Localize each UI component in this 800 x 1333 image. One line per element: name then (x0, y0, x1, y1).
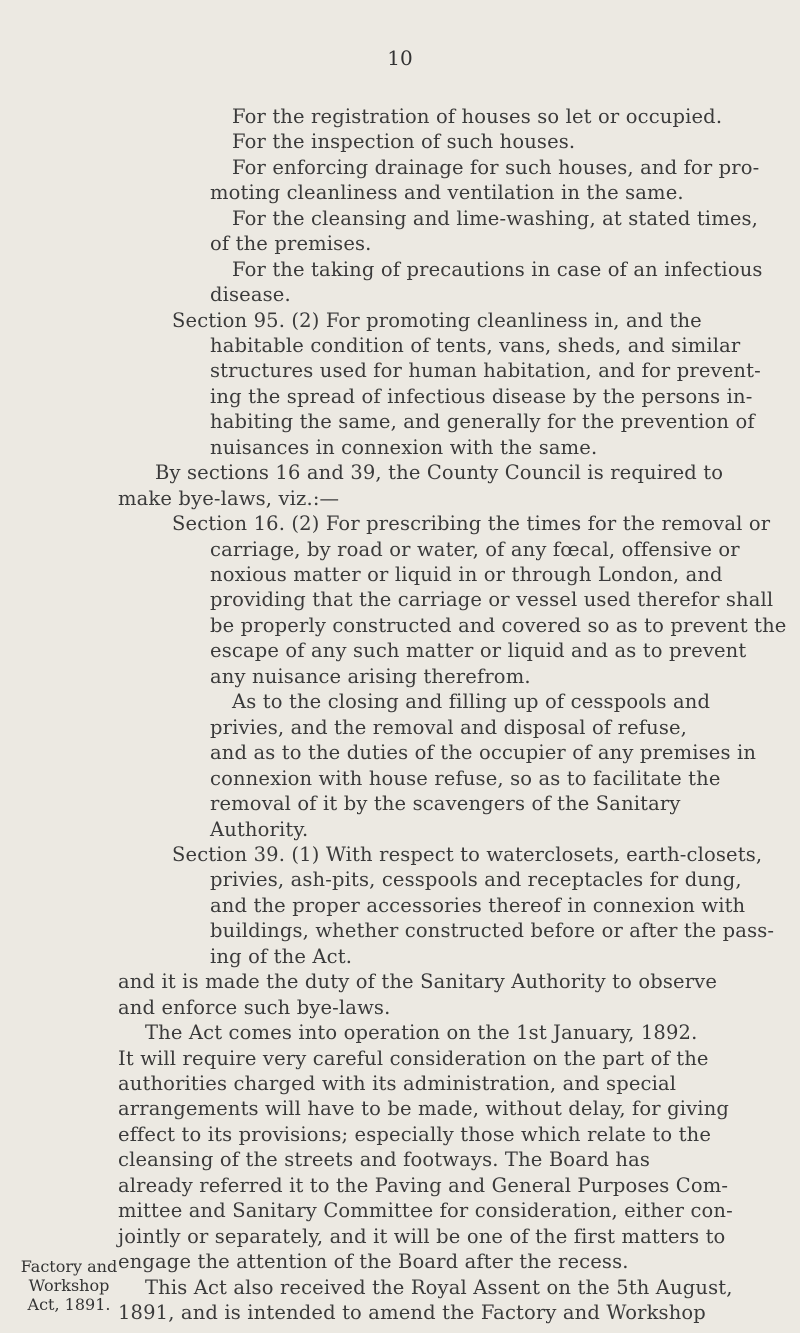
text-line: ing the spread of infectious disease by the persons in- (210, 385, 753, 408)
text-line: Section 95. (2) For promoting cleanliness in, and the (172, 309, 702, 332)
text-line: Section 39. (1) With respect to waterclosets, earth-closets, (172, 843, 763, 866)
text-line: be properly constructed and covered so as to prevent the (210, 614, 787, 637)
text-line: mittee and Sanitary Committee for consideration, either con- (118, 1199, 733, 1222)
text-line: cleansing of the streets and footways. The Board has (118, 1148, 651, 1171)
text-line: structures used for human habitation, and for prevent- (210, 359, 761, 382)
text-line: make bye-laws, viz.:— (118, 487, 340, 510)
text-line: and as to the duties of the occupier of any premises in (210, 741, 757, 764)
text-line: For the registration of houses so let or occupied. (232, 105, 723, 128)
text-line: and it is made the duty of the Sanitary Authority to observe (118, 970, 718, 993)
text-line: The Act comes into operation on the 1st January, 1892. (145, 1021, 698, 1044)
text-line: This Act also received the Royal Assent on the 5th August, (145, 1276, 733, 1299)
text-line: habitable condition of tents, vans, sheds, and similar (210, 334, 741, 357)
text-line: For the cleansing and lime-washing, at stated times, (232, 207, 759, 230)
text-line: connexion with house refuse, so as to facilitate the (210, 767, 721, 790)
text-line: ing of the Act. (210, 945, 353, 968)
text-line: habiting the same, and generally for the prevention of (210, 410, 755, 433)
text-line: As to the closing and filling up of cesspools and (232, 690, 711, 713)
text-line: jointly or separately, and it will be one of the first matters to (118, 1225, 726, 1248)
text-line: privies, and the removal and disposal of refuse, (210, 716, 688, 739)
text-line: and enforce such bye-laws. (118, 996, 391, 1019)
text-line: Section 16. (2) For prescribing the times for the removal or (172, 512, 771, 535)
text-line: disease. (210, 283, 291, 306)
text-line: For the inspection of such houses. (232, 130, 576, 153)
page-number: 10 (387, 46, 413, 70)
text-line: privies, ash-pits, cesspools and receptacles for dung, (210, 868, 742, 891)
text-line: It will require very careful consideration on the part of the (118, 1047, 709, 1070)
text-line: already referred it to the Paving and General Purposes Com- (118, 1174, 729, 1197)
text-line: any nuisance arising therefrom. (210, 665, 531, 688)
text-line: carriage, by road or water, of any fœcal, offensive or (210, 538, 740, 561)
text-line: and the proper accessories thereof in connexion with (210, 894, 746, 917)
margin-note (4, 1257, 134, 1314)
text-line: arrangements will have to be made, without delay, for giving (118, 1097, 730, 1120)
text-line: For the taking of precautions in case of an infectious (232, 258, 763, 281)
margin-note-line: Act, 1891. (27, 1295, 111, 1314)
text-line: escape of any such matter or liquid and as to prevent (210, 639, 747, 662)
text-line: buildings, whether constructed before or after the pass- (210, 919, 775, 942)
text-line: For enforcing drainage for such houses, and for pro- (232, 156, 760, 179)
text-line: effect to its provisions; especially those which relate to the (118, 1123, 712, 1146)
text-line: removal of it by the scavengers of the Sanitary (210, 792, 681, 815)
text-line: noxious matter or liquid in or through London, and (210, 563, 723, 586)
text-line: authorities charged with its administration, and special (118, 1072, 677, 1095)
margin-note-line: Factory and (20, 1257, 118, 1276)
text-line: 1891, and is intended to amend the Factory and Workshop (118, 1301, 706, 1324)
text-line: By sections 16 and 39, the County Council is required to (155, 461, 724, 484)
text-line: engage the attention of the Board after the recess. (118, 1250, 629, 1273)
text-line: nuisances in connexion with the same. (210, 436, 598, 459)
text-line: Authority. (210, 818, 309, 841)
text-line: of the premises. (210, 232, 372, 255)
margin-note-line: Workshop (28, 1276, 110, 1295)
text-line: providing that the carriage or vessel used therefor shall (210, 588, 774, 611)
text-line: moting cleanliness and ventilation in the same. (210, 181, 684, 204)
